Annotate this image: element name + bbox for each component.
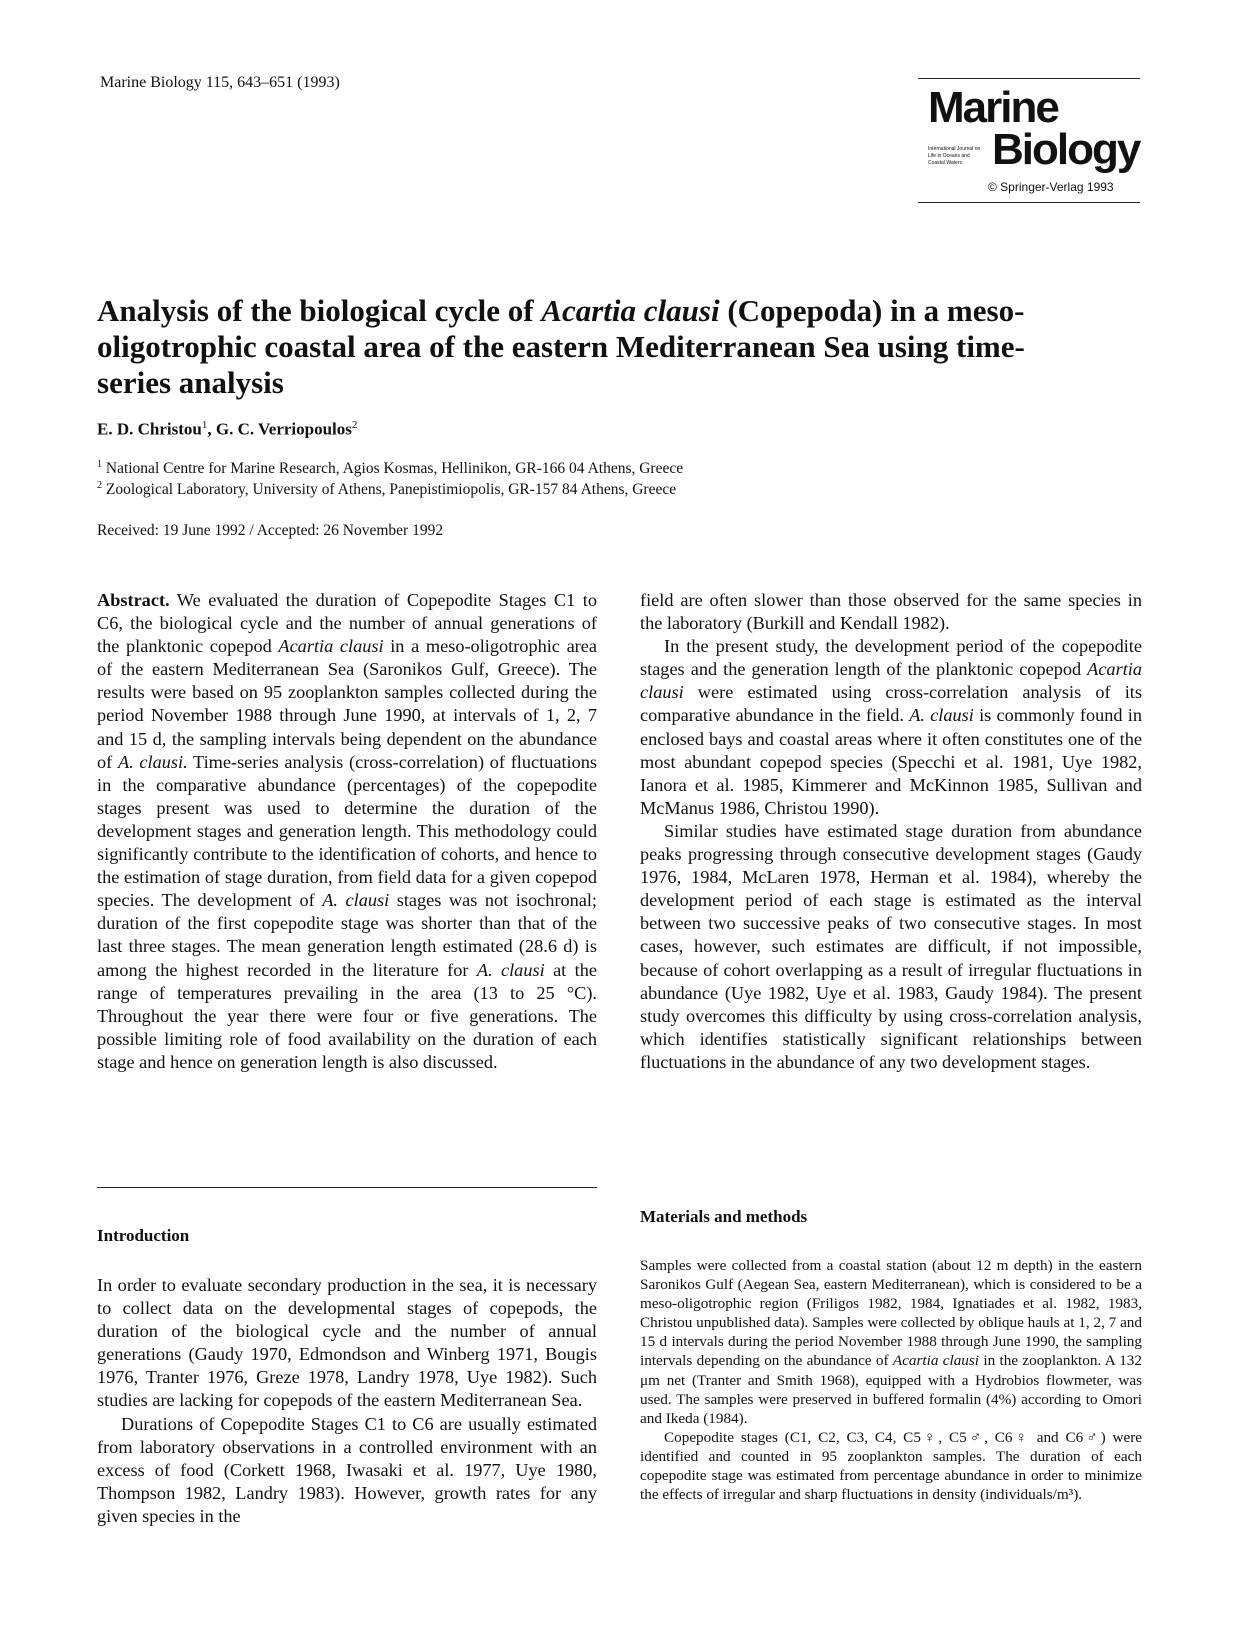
logo-bottom-rule	[918, 202, 1140, 203]
intro-paragraph-2: Durations of Copepodite Stages C1 to C6 are usually estimated from laboratory observations in a controlled environment with an excess of food (Corkett 1968, Iwasaki et al. 1977, Uye 1980, Thompson 1982, Landry 1983). However, growth rates for any given species in the	[97, 1413, 597, 1526]
affiliation-1: $^1$ National Centre for Marine Research, Agios Kosmas, Hellinikon, GR-166 04 Athens, Greece	[97, 459, 684, 478]
logo-top-rule	[918, 78, 1140, 79]
mm-paragraph-2: Copepodite stages (C1, C2, C3, C4, C5♀, C5♂, C6♀ and C6♂) were identified and counted in 95 zooplankton samples. The duration of each copepodite stage was estimated from percentage abundance in order to minimize the effects of irregular and sharp fluctuations in density (individuals/m³).	[640, 1428, 1142, 1504]
title-species: Acartia clausi	[541, 293, 720, 328]
introduction-body	[97, 1274, 597, 1528]
affiliation-2: $^2$ Zoological Laboratory, University of Athens, Panepistimiopolis, GR-157 84 Athens, Greece	[97, 480, 677, 499]
logo-word-biology: Biology	[992, 125, 1140, 174]
abstract: Abstract. We evaluated the duration of Copepodite Stages C1 to C6, the biological cycle and the number of annual generations of the planktonic copepod Acartia clausi in a meso-oligotrophic area of the eastern Mediterranean Sea (Saronikos Gulf, Greece). The results were based on 95 zooplankton samples collected during the period November 1988 through June 1990, at intervals of 1, 2, 7 and 15 d, the sampling intervals being dependent on the abundance of A. clausi. Time-series analysis (cross-correlation) of fluctuations in the comparative abundance (percentages) of the copepodite stages present was used to determine the duration of the development stages and generation length. This methodology could significantly contribute to the identification of cohorts, and hence to the estimation of stage duration, from field data for a given copepod species. The development of A. clausi stages was not isochronal; duration of the first copepodite stage was shorter than that of the last three stages. The mean generation length estimated (28.6 d) is among the highest recorded in the literature for A. clausi at the range of temperatures prevailing in the area (13 to 25 °C). Throughout the year there were four or five generations. The possible limiting role of food availability on the duration of each stage and hence on generation length is also discussed.	[97, 590, 597, 1072]
right-column-body	[640, 589, 1142, 1074]
journal-logo	[918, 78, 1140, 202]
logo-tagline: International Journal on Life in Oceans and Coastal Waters	[928, 146, 981, 166]
author-2: G. C. Verriopoulos	[215, 419, 352, 439]
author-1: E. D. Christou	[97, 419, 202, 439]
received-dates: Received: 19 June 1992 / Accepted: 26 November 1992	[97, 522, 444, 539]
article-title: Analysis of the biological cycle of Acartia clausi (Copepoda) in a meso-oligotrophic coastal area of the eastern Mediterranean Sea using time-series analysis	[97, 293, 1025, 400]
logo-word-marine: Marine	[928, 83, 1058, 132]
right-paragraph-2: Similar studies have estimated stage duration from abundance peaks progressing through consecutive development stages (Gaudy 1976, 1984, McLaren 1978, Herman et al. 1984), whereby the development period of each stage is estimated as the interval between two successive peaks of two consecutive stages. In most cases, however, such estimates are difficult, if not impossible, because of cohort overlapping as a result of irregular fluctuations in abundance (Uye 1982, Uye et al. 1983, Gaudy 1984). The present study overcomes this difficulty by using cross-correlation analysis, which identifies statistically significant relationships between fluctuations in the abundance of any two development stages.	[640, 820, 1142, 1072]
abstract-label: Abstract.	[97, 590, 170, 610]
authors: E. D. Christou$^1$, G. C. Verriopoulos$^2$	[97, 419, 358, 439]
right-paragraph-1: In the present study, the development period of the copepodite stages and the generation length of the planktonic copepod Acartia clausi were estimated using cross-correlation analysis of its comparative abundance in the field. A. clausi is commonly found in enclosed bays and coastal areas where it often constitutes one of the most abundant copepod species (Specchi et al. 1981, Uye 1982, Ianora et al. 1985, Kimmerer and McKinnon 1985, Sullivan and McManus 1986, Christou 1990).	[640, 636, 1142, 818]
logo-copyright: © Springer-Verlag 1993	[988, 180, 1114, 194]
materials-methods-heading: Materials and methods	[640, 1207, 808, 1226]
introduction-heading: Introduction	[97, 1226, 190, 1245]
intro-paragraph-1: In order to evaluate secondary production in the sea, it is necessary to collect data on the developmental stages of copepods, the duration of the biological cycle and the number of annual generations (Gaudy 1970, Edmondson and Winberg 1971, Bougis 1976, Tranter 1976, Greze 1978, Landry 1978, Uye 1982). Such studies are lacking for copepods of the eastern Mediterranean Sea.	[97, 1275, 597, 1411]
right-paragraph-0: field are often slower than those observed for the same species in the laboratory (Burkill and Kendall 1982).	[640, 590, 1142, 634]
mm-paragraph-1: Samples were collected from a coastal station (about 12 m depth) in the eastern Saronikos Gulf (Aegean Sea, eastern Mediterranean), which is considered to be a meso-oligotrophic region (Friligos 1982, 1984, Ignatiades et al. 1982, 1983, Christou unpublished data). Samples were collected by oblique hauls at 1, 2, 7 and 15 d intervals during the period November 1988 through June 1990, the sampling intervals depending on the abundance of Acartia clausi in the zooplankton. A 132 μm net (Tranter and Smith 1968), equipped with a Hydrobios flowmeter, was used. The samples were preserved in buffered formalin (4%) according to Omori and Ikeda (1984).	[640, 1257, 1142, 1427]
section-divider	[97, 1187, 597, 1188]
materials-methods-body	[640, 1256, 1142, 1504]
journal-citation: Marine Biology 115, 643–651 (1993)	[100, 74, 340, 91]
